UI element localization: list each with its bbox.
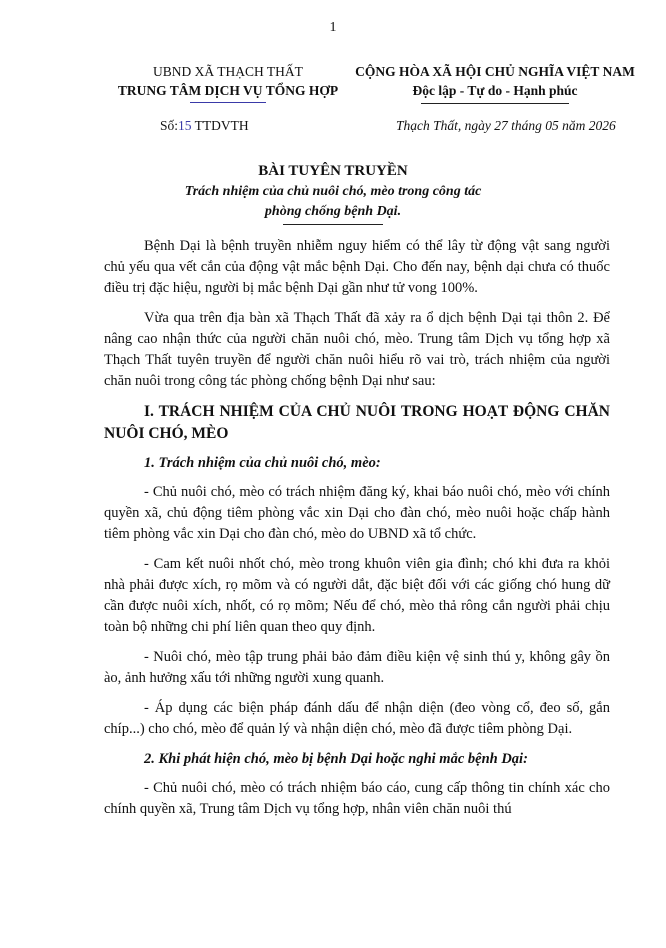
national-motto: Độc lập - Tự do - Hạnh phúc bbox=[412, 83, 578, 98]
document-subtitle: Trách nhiệm của chủ nuôi chó, mèo trong công tác phòng chống bệnh Dại. bbox=[184, 184, 482, 219]
paragraph-context: Vừa qua trên địa bàn xã Thạch Thất đã xảy ra ổ dịch bệnh Dại tại thôn 2. Để nâng cao nhận thức của người chăn nuôi chó, mèo. Trung tâm Dịch vụ tổng hợp xã Thạch Thất tuyên truyền để người chăn nuôi hiểu rõ vai trò, trách nhiệm của người chăn nuôi trong công tác phòng chống bệnh Dại như sau: bbox=[104, 310, 610, 389]
national-title: CỘNG HÒA XÃ HỘI CHỦ NGHĨA VIỆT NAM bbox=[355, 64, 635, 79]
motto-underline bbox=[421, 103, 569, 104]
paragraph-intro: Bệnh Dại là bệnh truyền nhiễm nguy hiểm có thể lây từ động vật sang người chủ yếu qua vết cắn của động vật mắc bệnh Dại. Cho đến nay, bệnh dại chưa có thuốc điều trị đặc hiệu, người bị mắc bệnh Dại gần như tử vong 100%. bbox=[104, 238, 610, 296]
bullet-registration: - Chủ nuôi chó, mèo có trách nhiệm đăng ký, khai báo nuôi chó, mèo với chính quyền xã, chủ động tiêm phòng vắc xin Dại cho đàn chó, mèo nuôi hoặc chấp hành tiêm phòng vắc xin Dại cho đàn chó, mèo do UBND xã tổ chức. bbox=[104, 484, 610, 542]
place-date: Thạch Thất, ngày 27 tháng 05 năm 2026 bbox=[396, 118, 616, 133]
agency-parent: UBND XÃ THẠCH THẤT bbox=[153, 64, 303, 79]
agency-name: TRUNG TÂM DỊCH VỤ TỔNG HỢP bbox=[117, 83, 339, 98]
document-title-block bbox=[0, 160, 666, 225]
bullet-reporting: - Chủ nuôi chó, mèo có trách nhiệm báo cáo, cung cấp thông tin chính xác cho chính quyền xã, Trung tâm Dịch vụ tổng hợp, nhân viên chăn nuôi thú bbox=[104, 780, 610, 817]
issuing-agency-block bbox=[98, 62, 358, 103]
doc-number-prefix: Số: bbox=[160, 118, 179, 133]
section-heading-1: I. TRÁCH NHIỆM CỦA CHỦ NUÔI TRONG HOẠT ĐỘNG CHĂN NUÔI CHÓ, MÈO bbox=[104, 403, 610, 442]
document-title: BÀI TUYÊN TRUYỀN bbox=[258, 163, 408, 179]
document-body bbox=[104, 236, 610, 829]
subsection-heading-1: 1. Trách nhiệm của chủ nuôi chó, mèo: bbox=[144, 455, 381, 471]
bullet-identification: - Áp dụng các biện pháp đánh dấu để nhận diện (đeo vòng cổ, đeo số, gắn chíp...) cho chó, mèo để quản lý và nhận diện chó, mèo đã được tiêm phòng Dại. bbox=[104, 700, 610, 737]
doc-number-suffix: TTDVTH bbox=[191, 118, 249, 133]
subsection-heading-2: 2. Khi phát hiện chó, mèo bị bệnh Dại hoặc nghi mắc bệnh Dại: bbox=[144, 751, 528, 767]
bullet-confinement: - Cam kết nuôi nhốt chó, mèo trong khuôn viên gia đình; chó khi đưa ra khỏi nhà phải được xích, rọ mõm và có người dắt, đặc biệt đối với các giống chó hung dữ cần được nuôi xích, nhốt, có rọ mõm; Nếu để chó, mèo thả rông cắn người phải chịu toàn bộ những chi phí liên quan theo quy định. bbox=[104, 556, 610, 635]
document-number bbox=[160, 118, 249, 134]
agency-underline bbox=[190, 102, 266, 103]
doc-number-value: 15 bbox=[178, 118, 192, 133]
page-number: 1 bbox=[329, 20, 337, 35]
bullet-hygiene: - Nuôi chó, mèo tập trung phải bảo đảm điều kiện vệ sinh thú y, không gây ồn ào, ảnh hưởng xấu tới những người xung quanh. bbox=[104, 649, 610, 686]
national-motto-block bbox=[350, 62, 640, 104]
title-underline bbox=[283, 224, 383, 225]
